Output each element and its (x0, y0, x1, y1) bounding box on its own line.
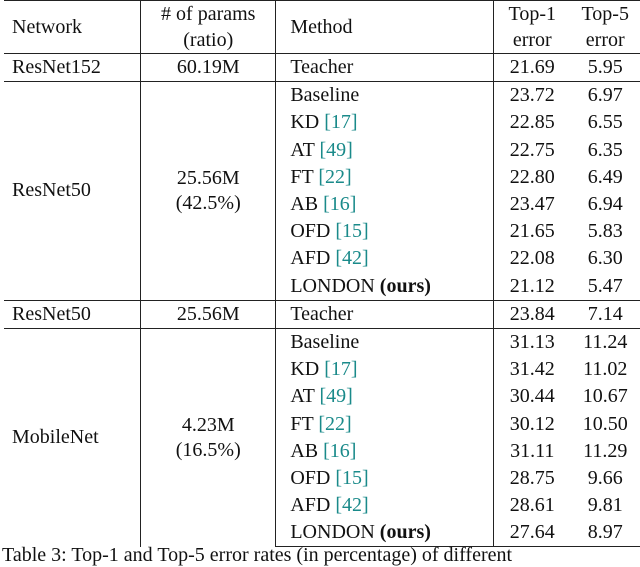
table-row (4, 328, 640, 356)
teacher-network-cell: ResNet152 (4, 54, 141, 82)
method-cell (276, 438, 494, 465)
table-caption: Table 3: Top-1 and Top-5 error rates (in percentage) of different (2, 544, 513, 566)
method-cell (276, 465, 494, 492)
teacher-row (4, 300, 640, 328)
citation-link: [17] (324, 111, 358, 134)
top1-cell: 31.13 (494, 328, 571, 356)
method-cell (276, 164, 494, 191)
params-header-line2: (ratio) (183, 29, 234, 51)
top5-cell: 10.67 (582, 385, 628, 408)
method-name: Baseline (290, 330, 360, 353)
top5-cell: 6.55 (587, 111, 623, 134)
top5-header-line2: error (585, 29, 625, 51)
network-header: Network (4, 1, 141, 54)
method-name: AB (290, 193, 324, 216)
method-cell (276, 218, 494, 245)
method-cell (276, 356, 494, 383)
method-name: OFD (290, 466, 336, 489)
citation-link: [16] (323, 193, 357, 216)
student-params-ratio: (16.5%) (175, 438, 241, 461)
citation-link: [42] (335, 247, 369, 270)
method-cell (276, 137, 494, 164)
top1-cell: 27.64 (494, 519, 571, 547)
citation-link: [49] (319, 138, 353, 161)
top1-cell: 30.44 (509, 385, 555, 408)
top5-cell: 6.97 (570, 82, 640, 110)
top1-cell: 21.65 (509, 220, 555, 243)
teacher-params-cell: 25.56M (141, 300, 276, 328)
method-cell (276, 328, 494, 356)
method-name: OFD (290, 220, 336, 243)
method-cell (276, 82, 494, 110)
method-cell (276, 410, 494, 437)
teacher-top5-cell: 5.95 (570, 54, 640, 82)
citation-link: [22] (318, 165, 352, 188)
method-name: LONDON (290, 274, 380, 297)
student-params-cell (141, 328, 276, 547)
teacher-method-cell: Teacher (276, 54, 494, 82)
method-cell (276, 109, 494, 136)
top5-cell: 5.83 (587, 220, 623, 243)
table-row (4, 82, 640, 110)
method-name: AT (290, 385, 320, 408)
top1-cell: 22.08 (509, 247, 555, 270)
top1-cell: 31.42 (509, 358, 555, 381)
method-cell (276, 383, 494, 410)
method-name: KD (290, 358, 325, 381)
top5-cell: 8.97 (570, 519, 640, 547)
top1-cell: 31.11 (510, 439, 555, 462)
student-network-cell: MobileNet (4, 328, 141, 547)
teacher-top5-cell: 7.14 (570, 300, 640, 328)
top5-cell: 5.47 (587, 274, 623, 297)
params-header-line1: # of params (161, 3, 256, 25)
top5-cell: 9.66 (587, 466, 623, 489)
top1-cell: 22.85 (509, 111, 555, 134)
citation-link: [49] (319, 385, 353, 408)
teacher-row (4, 54, 640, 82)
teacher-top1-cell: 23.84 (494, 300, 571, 328)
method-name: Baseline (290, 84, 360, 107)
method-name: KD (290, 111, 325, 134)
citation-link: [15] (335, 220, 369, 243)
top1-cell: 28.75 (509, 466, 555, 489)
method-cell (276, 492, 494, 519)
top5-cell: 11.24 (570, 328, 640, 356)
top1-cell: 23.47 (509, 193, 555, 216)
top5-header (570, 1, 640, 54)
top1-cell: 28.61 (509, 494, 555, 517)
method-cell (276, 245, 494, 272)
top5-cell: 9.81 (587, 494, 623, 517)
table-body (4, 54, 640, 547)
method-name: FT (290, 412, 319, 435)
citation-link: [22] (318, 412, 352, 435)
method-cell (276, 191, 494, 218)
teacher-top1-cell: 21.69 (494, 54, 571, 82)
method-name: FT (290, 165, 319, 188)
teacher-network-cell: ResNet50 (4, 300, 141, 328)
results-table (4, 0, 640, 547)
top5-cell: 6.30 (587, 247, 623, 270)
top5-cell: 11.02 (583, 358, 628, 381)
top1-cell: 22.80 (509, 165, 555, 188)
ours-label: (ours) (379, 274, 431, 297)
top1-cell: 21.12 (509, 274, 555, 297)
student-params-value: 25.56M (176, 166, 240, 189)
teacher-params-cell: 60.19M (141, 54, 276, 82)
top5-cell: 6.49 (587, 165, 623, 188)
top1-header-line1: Top-1 (508, 3, 556, 25)
method-name: AFD (290, 247, 336, 270)
citation-link: [42] (335, 494, 369, 517)
method-cell (276, 273, 494, 301)
method-name: AB (290, 439, 324, 462)
top1-cell: 23.72 (494, 82, 571, 110)
student-params-value: 4.23M (181, 413, 235, 436)
method-header: Method (276, 1, 494, 54)
student-params-ratio: (42.5%) (175, 191, 241, 214)
top5-cell: 10.50 (582, 412, 628, 435)
top5-cell: 6.35 (587, 138, 623, 161)
citation-link: [15] (335, 466, 369, 489)
method-name: AT (290, 138, 320, 161)
citation-link: [17] (324, 358, 358, 381)
top1-cell: 30.12 (509, 412, 555, 435)
header-row (4, 1, 640, 54)
params-header (141, 1, 276, 54)
teacher-method-cell: Teacher (276, 300, 494, 328)
method-name: AFD (290, 494, 336, 517)
top1-cell: 22.75 (509, 138, 555, 161)
top1-header (494, 1, 571, 54)
top5-header-line1: Top-5 (581, 3, 629, 25)
ours-label: (ours) (379, 521, 431, 544)
method-name: LONDON (290, 521, 380, 544)
top5-cell: 6.94 (587, 193, 623, 216)
top5-cell: 11.29 (583, 439, 628, 462)
student-network-cell: ResNet50 (4, 82, 141, 301)
top1-header-line2: error (512, 29, 552, 51)
student-params-cell (141, 82, 276, 301)
citation-link: [16] (323, 439, 357, 462)
